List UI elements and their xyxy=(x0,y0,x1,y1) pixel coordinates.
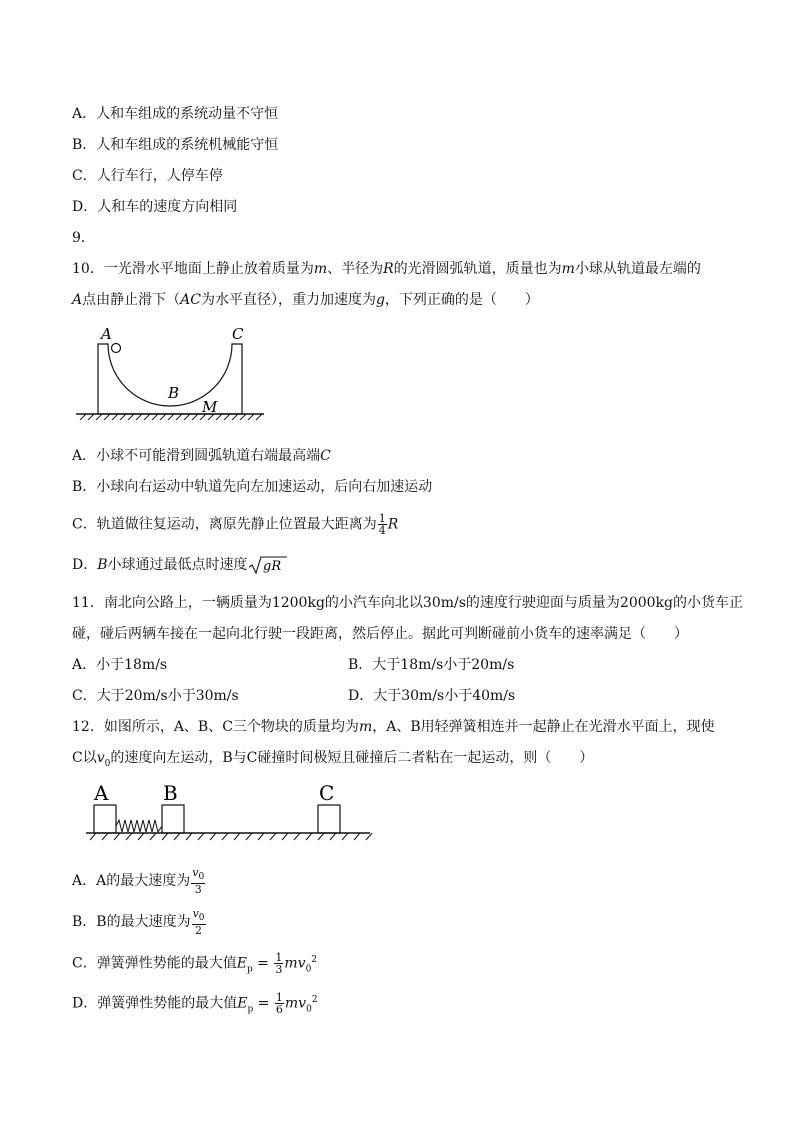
q10-m: m xyxy=(313,261,328,277)
q10-label-B: B xyxy=(168,384,180,402)
q10-option-a-C: C xyxy=(320,448,331,464)
fraction-numerator: 1 xyxy=(275,991,283,1005)
q10-AC: AC xyxy=(180,292,201,308)
q11-option-b: B．大于18m/s小于20m/s xyxy=(348,657,515,673)
q12-option-a xyxy=(72,867,206,895)
q11-option-a: A．小于18m/s xyxy=(72,657,168,673)
q12-spring xyxy=(116,820,162,832)
fraction-numerator: 1 xyxy=(378,512,386,525)
q12-option-d-vsup: 2 xyxy=(311,995,318,1005)
q12-m: m xyxy=(358,719,373,735)
q12-option-d-text: D．弹簧弹性势能的最大值 xyxy=(72,995,238,1012)
q9-option-c: C．人行车行，人停车停 xyxy=(72,168,223,184)
fraction-denominator: 2 xyxy=(195,924,203,938)
q12-option-c-vsub: 0 xyxy=(305,964,312,975)
q12-option-d-fraction xyxy=(275,992,284,1015)
q9-number: 9． xyxy=(72,230,95,246)
q11-stem-text: 的小汽车向北以 xyxy=(324,595,423,611)
q11-stem-line1 xyxy=(72,593,743,613)
fraction-denominator: 3 xyxy=(194,883,202,897)
q10-track-body xyxy=(98,344,242,414)
q10-stem-text: 、半径为 xyxy=(327,261,384,277)
q10-stem-line1 xyxy=(72,259,701,279)
q10-option-c-R: R xyxy=(387,516,399,533)
q12-option-d-E: E xyxy=(237,995,248,1012)
q12-option-c-v: v xyxy=(297,955,306,972)
q10-option-a xyxy=(72,446,331,466)
q12-option-d-m: m xyxy=(284,995,299,1012)
q11-stem-text: 11．南北向公路上，一辆质量为 xyxy=(72,595,272,611)
q11-stem-line2: 碰，碰后两辆车接在一起向北行驶一段距离，然后停止。据此可判断碰前小货车的速率满足（ ） xyxy=(72,626,688,642)
q11-speed: 30m/s xyxy=(422,595,466,611)
q11-stem-text: 的小货车正 xyxy=(672,595,743,611)
q12-option-c-m: m xyxy=(284,955,298,972)
q12-option-b-text: B．B的最大速度为 xyxy=(72,914,191,931)
q10-option-d xyxy=(72,555,288,575)
q10-option-b: B．小球向右运动中轨道先向左加速运动，后向右加速运动 xyxy=(72,479,433,495)
q10-R: R xyxy=(383,261,394,277)
fraction-numerator-sub: 0 xyxy=(198,872,205,883)
fraction-numerator xyxy=(192,908,206,925)
q10-stem-text: 点由静止滑下（ xyxy=(82,292,181,308)
fraction-denominator: 4 xyxy=(378,524,386,537)
q10-stem-line2 xyxy=(72,290,539,310)
fraction-numerator-v: v xyxy=(192,907,199,920)
q12-stem-line1 xyxy=(72,717,715,737)
q12-stem-text: 的速度向左运动，B与C碰撞时间极短且碰撞后二者粘在一起运动，则（ ） xyxy=(110,750,594,766)
q10-label-C: C xyxy=(232,325,244,343)
q10-option-d-B: B xyxy=(97,557,108,573)
q11-option-c: C．大于20m/s小于30m/s xyxy=(72,688,239,704)
q12-option-a-text: A．A的最大速度为 xyxy=(72,873,191,890)
q12-block-a xyxy=(94,805,116,833)
fraction-numerator xyxy=(191,867,205,884)
q10-ground-hatch xyxy=(80,414,262,420)
q12-option-c-eq: = xyxy=(252,955,274,972)
q12-option-d-v: v xyxy=(298,995,307,1012)
q12-label-C: C xyxy=(319,781,335,805)
q12-stem-line2 xyxy=(72,748,593,774)
q10-option-d-sqrt-content: gR xyxy=(262,559,281,574)
fraction-numerator-v: v xyxy=(192,866,199,879)
q10-option-d-text: 小球通过最低点时速度 xyxy=(107,557,248,573)
q12-option-b-fraction xyxy=(192,908,206,936)
q10-option-a-text: A．小球不可能滑到圆弧轨道右端最高端 xyxy=(72,448,321,464)
q11-mass2: 2000kg xyxy=(619,595,673,611)
q12-option-c-text: C．弹簧弹性势能的最大值 xyxy=(72,955,237,972)
q9-option-b: B．人和车组成的系统机械能守恒 xyxy=(72,137,279,153)
q11-option-d: D．大于30m/s小于40m/s xyxy=(348,688,516,704)
sqrt-symbol xyxy=(248,555,288,575)
q10-stem-text: 为水平直径），重力加速度为 xyxy=(200,292,376,308)
q12-stem-text: ，A、B用轻弹簧相连并一起静止在光滑水平面上，现使 xyxy=(372,719,715,735)
q12-option-d-Esub: p xyxy=(247,1004,254,1015)
q12-option-a-fraction xyxy=(191,867,205,895)
q10-option-c-text: C．轨道做往复运动，离原先静止位置最大距离为 xyxy=(72,516,377,533)
q10-ball xyxy=(112,344,121,353)
q10-option-c xyxy=(72,513,398,536)
fraction-numerator: 1 xyxy=(275,951,283,965)
q12-block-c xyxy=(318,805,340,833)
fraction-denominator: 6 xyxy=(275,1003,283,1017)
q11-stem-text: 的速度行驶迎面与质量为 xyxy=(465,595,620,611)
q10-label-M: M xyxy=(202,398,218,416)
q12-block-b xyxy=(162,805,184,833)
q11-mass1: 1200kg xyxy=(271,595,325,611)
q10-track-figure xyxy=(72,322,272,427)
q10-option-c-fraction xyxy=(378,513,387,536)
q9-option-a: A．人和车组成的系统动量不守恒 xyxy=(72,106,279,122)
q12-label-B: B xyxy=(163,781,178,805)
q12-option-b xyxy=(72,908,207,936)
q10-A: A xyxy=(72,292,83,308)
q12-v-sub: 0 xyxy=(104,758,111,769)
q12-option-c-vsup: 2 xyxy=(311,955,318,965)
q12-label-A: A xyxy=(94,781,109,805)
q9-option-d: D．人和车的速度方向相同 xyxy=(72,199,238,215)
q12-option-d-eq: = xyxy=(253,995,274,1012)
q10-option-d-label: D． xyxy=(72,557,98,573)
q12-ground-hatch xyxy=(90,833,372,840)
q10-stem-text: 小球从轨道最左端的 xyxy=(574,261,701,277)
q10-m: m xyxy=(561,261,575,277)
fraction-denominator: 3 xyxy=(275,963,283,977)
q12-option-c-Esub: p xyxy=(246,964,253,975)
q12-option-c-E: E xyxy=(236,955,247,972)
q12-option-d-vsub: 0 xyxy=(306,1004,312,1015)
q12-stem-text: C以 xyxy=(72,750,97,766)
q12-stem-text: 12．如图所示，A、B、C三个物块的质量均为 xyxy=(72,719,359,735)
q12-option-c-fraction xyxy=(274,952,283,975)
q12-v: v xyxy=(96,750,105,766)
q12-blocks-figure xyxy=(82,778,374,848)
fraction-numerator-sub: 0 xyxy=(198,913,205,924)
q10-stem-text: ，下列正确的是（ ） xyxy=(384,292,539,308)
q10-stem-text: 的光滑圆弧轨道，质量也为 xyxy=(393,261,562,277)
q12-option-c xyxy=(72,950,317,979)
q12-option-d xyxy=(72,990,318,1019)
q10-label-A: A xyxy=(101,325,112,343)
q10-stem-text: 10．一光滑水平地面上静止放着质量为 xyxy=(72,261,314,277)
q10-g: g xyxy=(375,292,385,308)
